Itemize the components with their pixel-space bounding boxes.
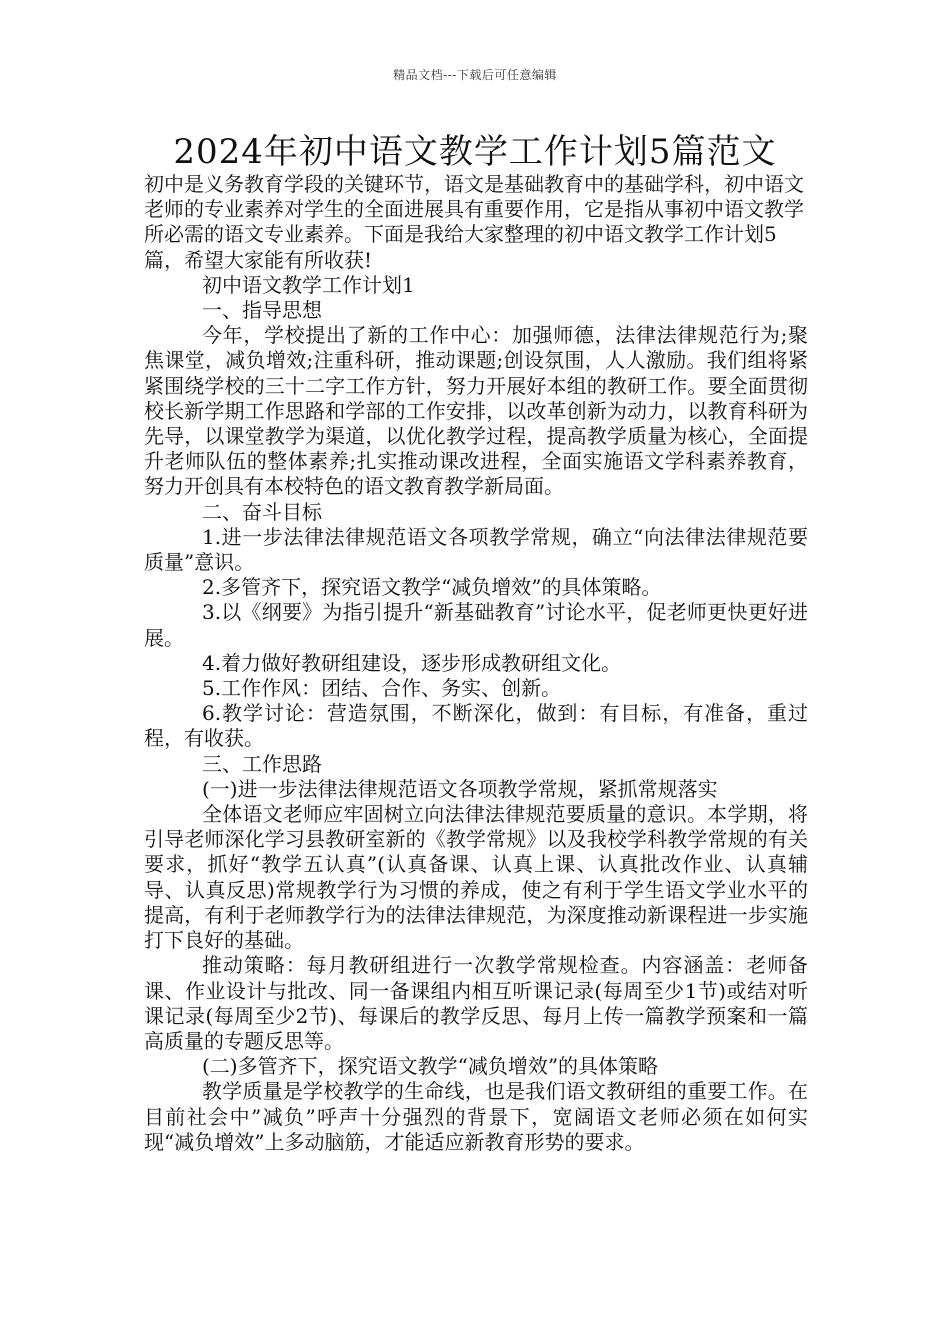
goal-item-3: 3.以《纲要》为指引提升“新基础教育”讨论水平，促老师更快更好进展。 [144,600,808,650]
page-header-note: 精品文档---下载后可任意编辑 [393,68,557,82]
part3-sub1-strategy: 推动策略：每月教研组进行一次教学常规检查。内容涵盖：老师备课、作业设计与批改、同一备课组内相互听课记录(每周至少1节)或结对听课记录(每周至少2节)、每课后的教学反思、每月上传一篇教学预案和一篇高质量的专题反思等。 [144,953,808,1053]
goal-item-1: 1.进一步法律法律规范语文各项教学常规，确立“向法律法律规范要质量”意识。 [144,524,808,575]
intro-paragraph: 初中是义务教育学段的关键环节，语文是基础教育中的基础学科，初中语文老师的专业素养对学生的全面进展具有重要作用，它是指从事初中语文教学所必需的语文专业素养。下面是我给大家整理的初中语文教学工作计划5篇，希望大家能有所收获! [144,172,804,272]
goal-item-4: 4.着力做好教研组建设，逐步形成教研组文化。 [202,650,622,675]
part3-sub1-heading: (一)进一步法律法律规范语文各项教学常规，紧抓常规落实 [202,776,718,801]
goal-item-5: 5.工作作风：团结、合作、务实、创新。 [202,676,562,701]
section-title: 初中语文教学工作计划1 [202,272,415,297]
part1-heading: 一、指导思想 [202,298,322,323]
part3-sub2-paragraph: 教学质量是学校教学的生命线，也是我们语文教研组的重要工作。在目前社会中”减负”呼声十分强烈的背景下，宽阔语文老师必须在如何实现“减负增效”上多动脑筋，才能适应新教育形势的要求。 [144,1079,808,1154]
part2-heading: 二、奋斗目标 [202,499,322,524]
goal-item-2: 2.多管齐下，探究语文教学“减负增效”的具体策略。 [202,575,662,600]
part3-heading: 三、工作思路 [202,751,322,776]
document-body [144,172,808,1155]
document-title: 2024年初中语文教学工作计划5篇范文 [173,132,777,172]
part3-sub2-heading: (二)多管齐下，探究语文教学“减负增效”的具体策略 [202,1054,659,1079]
part1-paragraph: 今年，学校提出了新的工作中心：加强师德，法律法律规范行为;聚焦课堂，减负增效;注重科研，推动课题;创设氛围，人人激励。我们组将紧紧围绕学校的三十二字工作方针，努力开展好本组的教研工作。要全面贯彻校长新学期工作思路和学部的工作安排，以改革创新为动力，以教育科研为先导，以课堂教学为渠道，以优化教学过程，提高教学质量为核心，全面提升老师队伍的整体素养;扎实推动课改进程，全面实施语文学科素养教育，努力开创具有本校特色的语文教育教学新局面。 [144,323,808,499]
part3-sub1-paragraph: 全体语文老师应牢固树立向法律法律规范要质量的意识。本学期，将引导老师深化学习县教研室新的《教学常规》以及我校学科教学常规的有关要求，抓好“教学五认真”(认真备课、认真上课、认真批改作业、认真辅导、认真反思)常规教学行为习惯的养成，使之有利于学生语文学业水平的提高，有利于老师教学行为的法律法律规范，为深度推动新课程进一步实施打下良好的基础。 [144,802,808,953]
goal-item-6: 6.教学讨论：营造氛围，不断深化，做到：有目标，有准备，重过程，有收获。 [144,701,808,751]
